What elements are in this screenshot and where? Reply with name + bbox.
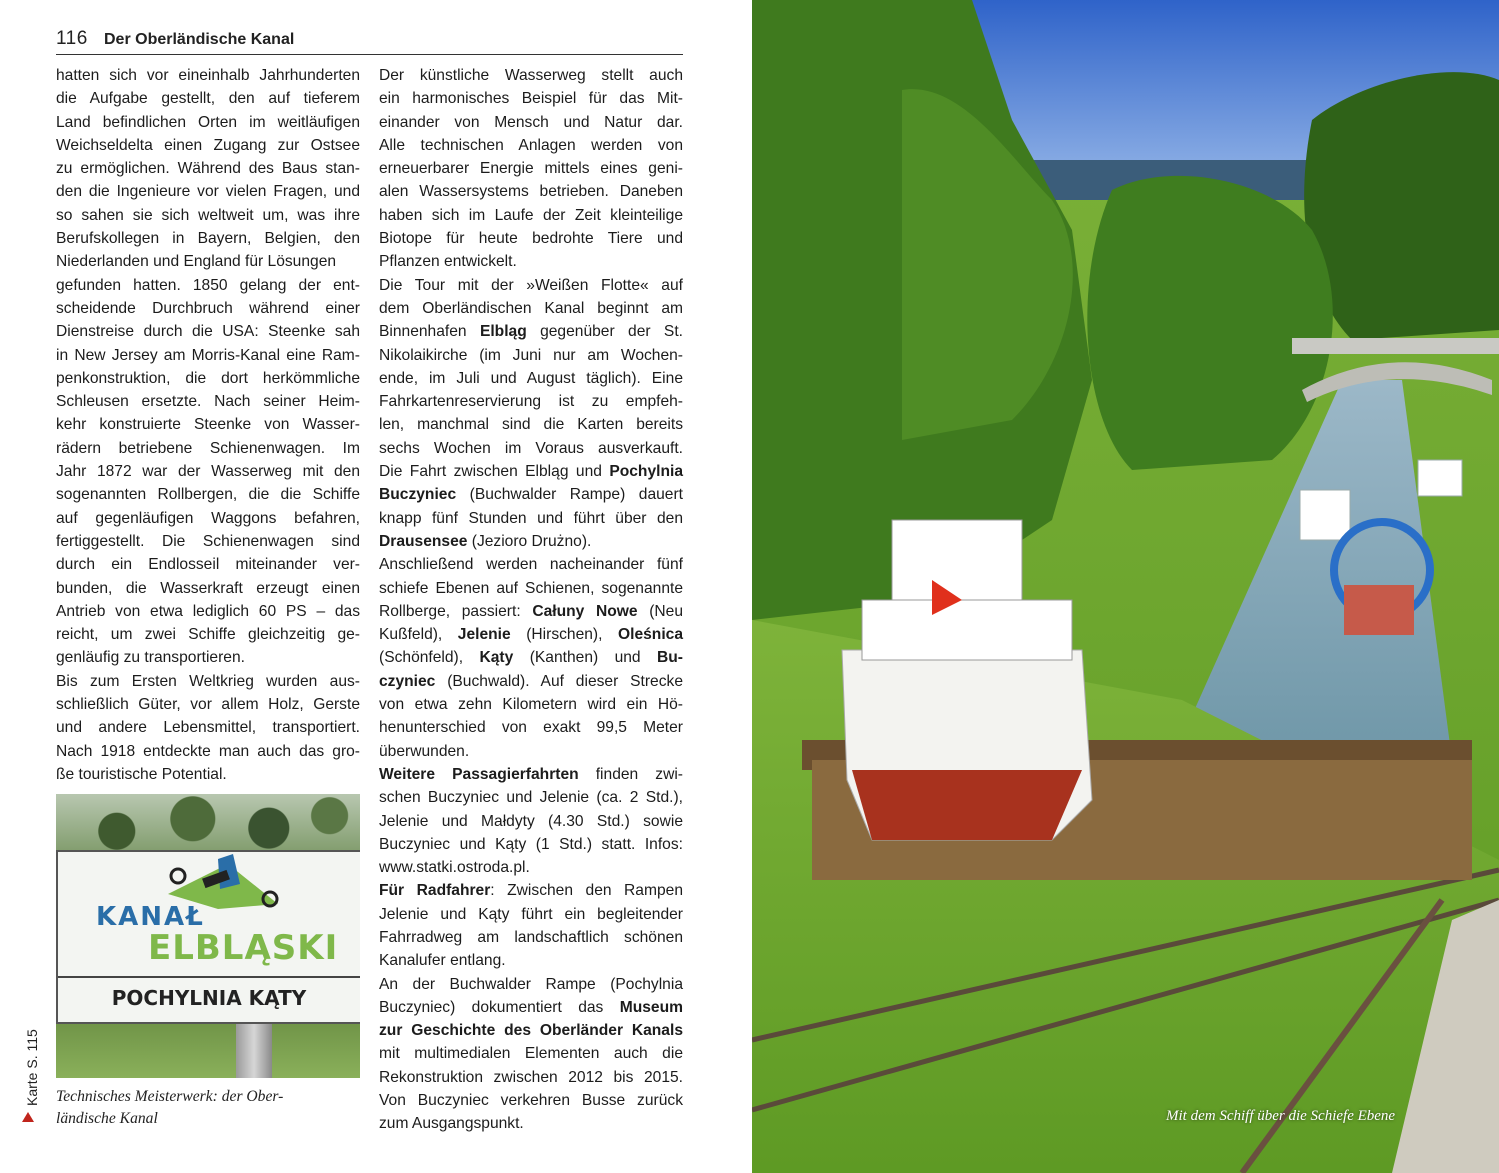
page-number: 116 — [56, 28, 88, 49]
right-page-photo — [752, 0, 1499, 1173]
text-line: kehr konstruierte Steenke von Wasser- — [56, 416, 360, 434]
text-line: Kußfeld), Jelenie (Hirschen), Oleśnica — [379, 626, 683, 644]
text-line: genläufig zu transportieren. — [56, 649, 245, 667]
text-line: len, manchmal sind die Karten bereits — [379, 416, 683, 434]
text-line: erneuerbarer Energie mittels eines geni- — [379, 160, 683, 178]
text-line: knapp fünf Stunden und führt über den — [379, 509, 683, 527]
text-line: die Aufgabe gestellt, den auf tieferem — [56, 90, 360, 108]
map-reference-arrow-icon — [22, 1112, 34, 1122]
text-line: Rollberge, passiert: Całuny Nowe (Neu — [379, 602, 683, 620]
canal-sign — [56, 850, 360, 1024]
text-line: ße touristische Potential. — [56, 765, 227, 783]
text-line: fertiggestellt. Die Schienenwagen sind — [56, 532, 360, 550]
text-line: Berufskollegen in Bayern, Belgien, den — [56, 230, 360, 248]
text-line: bunden, die Wasserkraft erzeugt einen — [56, 579, 360, 597]
text-line: Jahr 1872 war der Wasserweg mit den — [56, 463, 360, 481]
text-line: schließlich Güter, vor allem Holz, Gerste — [56, 696, 360, 714]
sign-text-elblaski: ELBLĄSKI — [148, 928, 339, 968]
text-line: rädern betriebene Schienenwagen. Im — [56, 439, 360, 457]
text-line: Buczyniec) dokumentiert das Museum — [379, 998, 683, 1016]
text-line: Schleusen ersetzte. Nach seiner Heim- — [56, 393, 360, 411]
text-line: Der künstliche Wasserweg stellt auch — [379, 67, 683, 84]
text-line: alen Wassersystems betrieben. Daneben — [379, 183, 683, 201]
text-line: hatten sich vor eineinhalb Jahrhunderten — [56, 67, 360, 84]
sign-photo — [56, 794, 360, 1078]
text-line: schen Buczyniec und Jelenie (ca. 2 Std.), — [379, 789, 683, 807]
text-line: durch ein Endlosseil miteinander ver- — [56, 556, 360, 574]
text-line: Anschließend werden nacheinander fünf — [379, 556, 683, 574]
text-line: von etwa zehn Kilometern wird ein Hö- — [379, 696, 683, 714]
text-line: An der Buchwalder Rampe (Pochylnia — [379, 975, 683, 993]
trees-background — [56, 794, 360, 856]
text-line: Pflanzen entwickelt. — [379, 253, 517, 271]
text-line: Alle technischen Anlagen werden von — [379, 136, 683, 154]
text-line: Nikolaikirche (im Juni nur am Wochen- — [379, 346, 683, 364]
text-line: so sahen sie sich weltweit um, was ihre — [56, 206, 360, 224]
text-line: Binnenhafen Elbląg gegenüber der St. — [379, 323, 683, 341]
text-line: Drausensee (Jezioro Drużno). — [379, 532, 592, 550]
text-line: (Schönfeld), Kąty (Kanthen) und Bu- — [379, 649, 683, 667]
caption-line-1: Technisches Meisterwerk: der Ober- — [56, 1088, 284, 1105]
text-line: den die Ingenieure vor vielen Fragen, und — [56, 183, 360, 201]
text-line: Jelenie und Małdyty (4.30 Std.) sowie — [379, 812, 683, 830]
text-column-left — [56, 64, 360, 786]
text-line: ein harmonisches Beispiel für das Mit- — [379, 90, 683, 108]
text-line: czyniec (Buchwald). Auf dieser Strecke — [379, 672, 683, 690]
text-line: einander von Mensch und Natur dar. — [379, 113, 683, 131]
text-line: Die Fahrt zwischen Elbląg und Pochylnia — [379, 463, 683, 481]
text-line: Land befindlichen Orten im weitläufigen — [56, 113, 360, 131]
text-line: Von Buczyniec verkehren Busse zurück — [379, 1092, 683, 1110]
caption-line-2: ländische Kanal — [56, 1110, 158, 1127]
text-line: sechs Wochen im Voraus ausverkauft. — [379, 439, 683, 457]
text-line: Für Radfahrer: Zwischen den Rampen — [379, 882, 683, 900]
text-line: sogenannten Rollbergen, die die Schiffe — [56, 486, 360, 504]
photo-caption-right: Mit dem Schiff über die Schiefe Ebene — [1166, 1108, 1396, 1124]
text-line: Nach 1918 entdeckte man auch das gro- — [56, 742, 360, 760]
canal-photo — [752, 0, 1499, 1173]
text-line: henunterschied von exakt 99,5 Meter — [379, 719, 683, 737]
text-line: zu ermöglichen. Während des Baus stan- — [56, 160, 360, 178]
text-line: überwunden. — [379, 742, 470, 760]
sign-text-pochylnia: POCHYLNIA KĄTY — [111, 986, 307, 1010]
text-column-right — [379, 64, 683, 1136]
text-line: Kanalufer entlang. — [379, 952, 506, 970]
text-line: haben sich im Laufe der Zeit kleinteilige — [379, 206, 683, 224]
text-line: mit multimedialen Elementen auch die — [379, 1045, 683, 1063]
grass-foreground — [56, 1020, 360, 1078]
sign-divider — [58, 976, 360, 978]
text-line: Weitere Passagierfahrten finden zwi- — [379, 765, 683, 783]
text-line: Weichseldelta einen Zugang zur Ostsee — [56, 136, 360, 154]
text-line: www.statki.ostroda.pl. — [379, 859, 530, 877]
text-line: scheidende Durchbruch während einer — [56, 299, 360, 317]
text-line: schiefe Ebenen auf Schienen, sogenannte — [379, 579, 683, 597]
text-line: und andere Lebensmittel, transportiert. — [56, 719, 360, 737]
chapter-title: Der Oberländische Kanal — [104, 31, 295, 48]
text-line: Die Tour mit der »Weißen Flotte« auf — [379, 276, 683, 294]
text-line: auf gegenläufigen Waggons befahren, — [56, 509, 360, 527]
text-line: Biotope für heute bedrohte Tiere und — [379, 230, 683, 248]
text-line: gefunden hatten. 1850 gelang der ent- — [56, 276, 360, 294]
text-line: penkonstruktion, die dort herkömmliche — [56, 369, 360, 387]
text-line: reicht, um zwei Schiffe gleichzeitig ge- — [56, 626, 360, 644]
text-line: Antrieb von etwa lediglich 60 PS – das — [56, 602, 360, 620]
sign-text-kanal: KANAŁ — [96, 902, 205, 932]
text-line: Niederlanden und England für Lösungen — [56, 253, 337, 271]
running-header — [56, 28, 683, 55]
text-line: zur Geschichte des Oberländer Kanals — [379, 1022, 683, 1040]
text-line: Rekonstruktion zwischen 2012 bis 2015. — [379, 1068, 683, 1086]
text-line: Bis zum Ersten Weltkrieg wurden aus- — [56, 672, 360, 690]
text-line: in New Jersey am Morris-Kanal eine Ram- — [56, 346, 360, 364]
text-line: Buczyniec und Kąty (1 Std.) statt. Infos: — [379, 835, 683, 853]
text-line: Buczyniec (Buchwalder Rampe) dauert — [379, 486, 683, 504]
text-line: Jelenie und Kąty führt ein begleitender — [379, 905, 683, 923]
map-reference[interactable]: Karte S. 115 — [24, 1029, 40, 1106]
text-line: Dienstreise durch die USA: Steenke sah — [56, 323, 360, 341]
text-line: ende, im Juli und August täglich). Eine — [379, 369, 683, 387]
text-line: Fahrkartenreservierung ist zu empfeh- — [379, 393, 683, 411]
text-line: dem Oberländischen Kanal beginnt am — [379, 299, 683, 317]
text-line: Fahrradweg am landschaftlich schönen — [379, 928, 683, 946]
photo-caption-left — [56, 1086, 360, 1130]
sign-post — [236, 1020, 272, 1078]
text-line: zum Ausgangspunkt. — [379, 1115, 524, 1133]
